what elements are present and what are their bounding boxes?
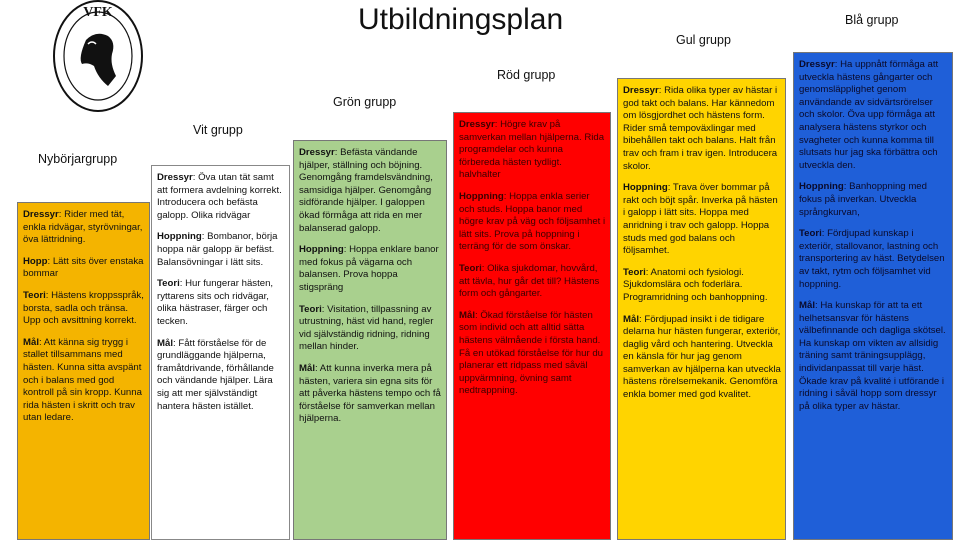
column-bla <box>793 52 953 540</box>
section-label: Hopp <box>23 255 48 267</box>
svg-text:VFK: VFK <box>83 5 113 20</box>
section-label: Hoppning <box>459 190 504 202</box>
section-label: Mål <box>459 309 475 321</box>
section-text: : Ökad förståelse för hästen som individ och att alltid sätta hästens välmående i första hand. Få en utökad förståelse för hur du planerar ett ridpass med såväl uppvärmning, övning samt nedtrappning. <box>459 309 603 397</box>
club-logo <box>28 0 168 113</box>
section-label: Dressyr <box>299 147 335 158</box>
section-mal <box>23 337 145 425</box>
section-mal <box>459 310 606 398</box>
section-mal <box>157 338 285 414</box>
section-teori <box>23 290 145 328</box>
section-hoppning <box>623 182 781 258</box>
section-label: Hoppning <box>799 181 844 193</box>
section-text: : Hoppa enklare banor med fokus på vägarna och balansen. Prova hoppa stigspräng <box>299 244 439 293</box>
section-dressyr <box>623 85 781 173</box>
section-teori <box>299 304 442 354</box>
section-text: : Trava över bommar på rakt och böjt spår. Inverka på hästen i galopp i lätt sits. Hoppa med anridning i trav och galopp. Hoppa studs med god balans och följsamhet. <box>623 182 778 257</box>
section-hopp <box>23 256 145 281</box>
section-text: : Hästens kroppsspråk, borsta, sadla och tränsa. Upp och avsittning korrekt. <box>23 289 144 327</box>
section-text: : Högre krav på samverkan mellan hjälperna. Rida programdelar och kunna förbereda hästen tydligt. halvhalter <box>459 119 605 181</box>
section-label: Teori <box>459 262 482 274</box>
section-text: : Befästa vändande hjälper, ställning och böjning. Genomgång framdelsvändning, samsidiga hjälper. Genomgång sidförande hjälper. I galoppen ökad förmåga att rida en mer balanserad galopp. <box>299 147 433 234</box>
section-dressyr <box>157 172 285 222</box>
column-gron <box>293 140 447 540</box>
section-mal <box>299 363 442 426</box>
section-teori <box>799 228 948 291</box>
section-hoppning <box>157 231 285 269</box>
section-label: Dressyr <box>459 119 495 130</box>
section-text: : Ha kunskap för att ta ett helhetsansvar för hästens välbefinnande och dagliga skötsel. Ha kunskap om vikten av allsidig träning samt träningsupplägg, individanpassat till varje häst. Ökade krav på kvalité i utförande i ridning i såväl hopp som dressyr på olika typer av hästar. <box>799 300 946 412</box>
page-title: Utbildningsplan <box>358 3 564 36</box>
section-dressyr <box>799 59 948 172</box>
section-hoppning <box>799 181 948 219</box>
section-label: Mål <box>299 362 315 374</box>
section-text: : Fördjupad insikt i de tidigare delarna hur hästen fungerar, exteriör, daglig vård och hantering. Utveckla en känsla för hur jag genom samverkan av hjälperna kan utveckla hästens rörelsemekanik. Genomföra enkla bomer med god kvalitet. <box>623 313 781 401</box>
section-teori <box>459 263 606 301</box>
header-rod: Röd grupp <box>497 68 556 82</box>
section-label: Teori <box>799 228 822 240</box>
section-label: Mål <box>799 300 815 312</box>
section-label: Mål <box>23 336 39 348</box>
section-dressyr <box>23 209 145 247</box>
section-label: Hoppning <box>299 244 344 256</box>
column-vit <box>151 165 290 540</box>
section-hoppning <box>299 244 442 294</box>
section-text: : Att känna sig trygg i stallet tillsammans med hästen. Kunna sitta avspänt och i balans med god kontroll på sin kropp. Kunna rida hästen i skritt och trav utan ledare. <box>23 336 142 424</box>
section-mal <box>799 300 948 413</box>
section-text: : Visitation, tillpassning av utrustning, häst vid hand, regler vid självständig ridning, ridning mellan hinder. <box>299 303 434 353</box>
section-text: : Olika sjukdomar, hovvård, att tävla, hur går det till? Hästens form och gångarter. <box>459 262 600 300</box>
section-dressyr <box>459 119 606 182</box>
header-nyborjar: Nybörjargrupp <box>38 152 118 166</box>
section-text: : Hoppa enkla serier och studs. Hoppa banor med högre krav på väg och följsamhet i lätt sits. Prova på hoppning i terräng för de som önskar. <box>459 190 606 253</box>
section-text: : Fördjupad kunskap i exteriör, stallovanor, lastning och transportering av häst. Betydelsen av takt, rytm och följsamhet vid hoppning. <box>799 228 945 290</box>
section-text: : Ha uppnått förmåga att utveckla hästens gångarter och genomsläpplighet genom användande av sidvärtsrörelser och skolor. Öva upp förmåga att analysera hästens styrkor och svagheter och kunna komma till slutsats hur jag ska förbättra och utveckla den. <box>799 59 939 171</box>
section-text: : Öva utan tät samt att formera avdelning korrekt. Introducera och befästa galopp. Olika ridvägar <box>157 172 282 221</box>
section-label: Dressyr <box>623 85 659 96</box>
column-nyborjar <box>17 202 150 540</box>
section-text: : Hur fungerar hästen, ryttarens sits och ridvägar, olika hästraser, färger och tecken. <box>157 278 274 327</box>
header-bla: Blå grupp <box>845 13 899 27</box>
section-text: : Anatomi och fysiologi. Sjukdomslära och foderlära. Programridning och banhoppning. <box>623 266 768 303</box>
section-hoppning <box>459 191 606 254</box>
section-text: : Bombanor, börja hoppa när galopp är befäst. Balansövningar i lätt sits. <box>157 231 278 268</box>
section-label: Teori <box>23 289 46 301</box>
section-text: : Banhoppning med fokus på inverkan. Utveckla språngkurvan, <box>799 181 927 218</box>
section-label: Dressyr <box>799 59 835 70</box>
column-rod <box>453 112 611 540</box>
column-gul <box>617 78 786 540</box>
section-teori <box>157 278 285 328</box>
section-text: : Att kunna inverka mera på hästen, variera sin egna sits för att påverka hästens tempo och få förståelse för samverkan mellan hjälperna. <box>299 362 441 425</box>
section-label: Hoppning <box>623 182 668 194</box>
section-label: Teori <box>157 278 180 290</box>
section-teori <box>623 267 781 305</box>
section-text: : Fått förståelse för de grundläggande hjälperna, framåtdrivande, förhållande och vändande hjälper. Lära sig att mer självständigt hantera hästen istället. <box>157 337 274 412</box>
section-label: Teori <box>623 266 646 278</box>
section-label: Mål <box>157 337 173 349</box>
section-label: Dressyr <box>23 209 59 220</box>
section-mal <box>623 314 781 402</box>
section-label: Teori <box>299 303 322 315</box>
section-text: : Lätt sits över enstaka bommar <box>23 255 144 280</box>
header-gron: Grön grupp <box>333 95 397 109</box>
section-label: Hoppning <box>157 231 202 243</box>
section-text: : Rider med tät, enkla ridvägar, styrövningar, öva lättridning. <box>23 209 143 246</box>
section-text: : Rida olika typer av hästar i god takt och balans. Har kännedom om lösgjordhet och hästens form. Rider små tempoväxlingar med bibehållen takt och balans. Halt från trav och fram i trav igen. Introducera skolor. <box>623 85 778 172</box>
header-vit: Vit grupp <box>193 123 243 137</box>
section-dressyr <box>299 147 442 235</box>
header-gul: Gul grupp <box>676 33 731 47</box>
section-label: Dressyr <box>157 172 193 183</box>
section-label: Mål <box>623 313 639 325</box>
